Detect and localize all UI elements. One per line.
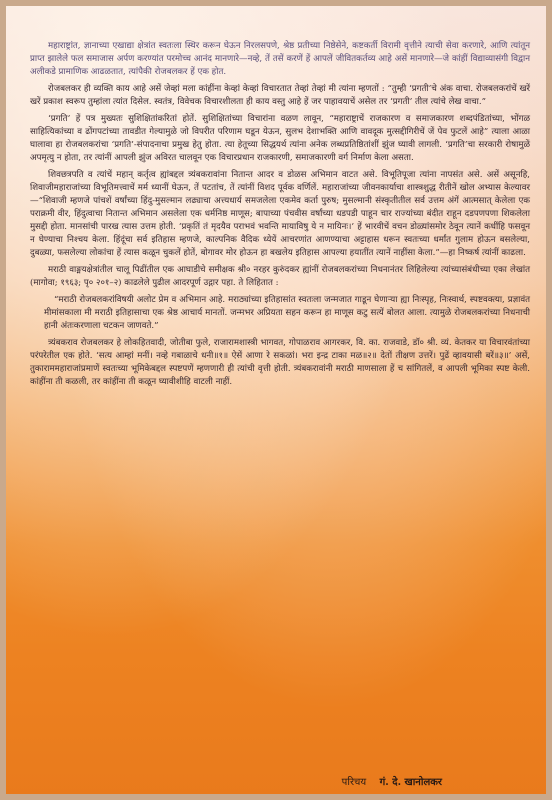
paragraph-4: शिवछत्रपति व त्यांचें महान् कर्तृत्व ह्यांबद्दल त्र्यंबकरावांना नितान्त आदर व डोळस अभिमान वाटत असे. विभूतिपूजा त्यांना नापसंत असे. असें असूनहि, शिवाजीमहाराजांच्या विभूतिमत्त्वाचें मर्म ध्यानीं घेऊन, तें पटतांच, तें त्यांनीं विशद पूर्वक वर्णिलें. महाराजांच्या जीवनकार्याचा शास्त्रशुद्ध रीतीनें खोल अभ्यास केल्यावर—“शिवाजी म्हणजे पांचशें वर्षांच्या हिंदु-मुसल्मान लढ्याचा अत्त्यधार्य समजलेला एकमेव कर्ता पुरुष; मुसल्मानी संस्कृतीतील सर्व उत्तम अंगें आत्मसात् केलेला एक पराक्रमी वीर, हिंदुत्वाचा नितान्त अभिमान असलेला एक धर्मनिष्ठ माणूस; बापाच्या पंचवीस वर्षांच्या धडपडी पाहून चार राज्यांच्या बंदीत राहून दडपणपणा शिकलेला मुसद्दी होता. मानसांची पारख त्यास उत्तम होती. ‘प्रकृतिं तं मृदयैव पराभवं भवन्ति मायाविषु ये न मायिनः।’ हें भारवीचें वचन डोळ्यांसमोर ठेवून त्यानें कधींहि फसवून न घेण्याचा निश्चय केला. हिंदूंचा सर्व इतिहास म्हणजे, काल्पनिक वैदिक ध्येयें आचरणांत आणण्याचा अट्टाहास धरून स्वतःच्या धर्मांत गुलाम होऊन बसलेल्या, दुबळ्या, फसलेल्या लोकांचा हें त्यास कळून चुकलें होतें, बोगावर मोर होऊन हा बखलेय इतिहास आपल्या हयातींत त्यानें नाहींसा केला.”—हा निष्कर्ष त्यांनीं काढला.	[30, 170, 530, 258]
blurb-text	[30, 40, 530, 393]
paragraph-7: त्र्यंबकराव रोजबलकर हे लोकहितवादी, जोतीबा फुले, राजारामशास्त्री भागवत, गोपाळराव आगरकर, वि. का. राजवाडे, डॉ० श्री. व्यं. केतकर या विचारवंतांच्या परंपरेतील एक होते. ‘सत्य आम्हां मनीं। नव्हे गबाळाचे धनी॥१॥ ऐसें आणा रे सकळां। भरा इन्द्र टाका मळ॥२॥ देतों तीक्षण उत्तरें। पुढें व्हावयासी बरें॥३॥’ असें, तुकाराममहाराजांप्रमाणें स्वतःच्या भूमिकेबद्दल स्पष्टपणें म्हणणारी ही त्यांची वृत्ती होती. त्र्यंबकरावांनी मराठी माणसाला हें च सांगितलें, व आपली भूमिका स्पष्ट केली. कांहींना ती कळली, तर कांहींना ती कळून घ्यावीशीहि वाटली नाहीं.	[30, 338, 530, 387]
paragraph-5: मराठी वाङ्मयक्षेत्रांतील चालू पिढींतील एक आघाडीचे समीक्षक श्री० नरहर कुरुंदकर ह्यांनीं रोजबलकरांच्या निधनानंतर लिहिलेल्या त्यांच्यासंबंधीच्या एका लेखांत (मागोवा; १९६३; पृ० २०१–२) काढलेले पुढील आदरपूर्ण उद्गार पहा. ते लिहितात :	[30, 265, 530, 288]
paragraph-2: रोजबलकर ही व्यक्ति काय आहे असें जेव्हां मला कांहींना केव्हां केव्हां विचारतात तेव्हां तेव्हां मी त्यांना म्हणतों : “तुम्ही ‘प्रगती’चे अंक वाचा. रोजबलकरांचें खरें खरें प्रकाश स्वरूप तुम्हांला त्यांत दिसेल. स्वतंत्र, विवेचक विचारशीलता ही काय वस्तु आहे हें जर पाहावयाचें असेल तर ‘प्रगती’ तील त्यांचे लेख वाचा.”	[30, 84, 530, 107]
credit-label: परिचय	[341, 777, 367, 788]
paragraph-3: ‘प्रगति’ हें पत्र मुख्यतः सुशिक्षितांकरितां होतें. सुशिक्षितांच्या विचारांना वळण लावून, “महाराष्ट्राचें राजकारण व समाजकारण शब्दपंडितांच्या, भोंगळ साहित्यिकांच्या व ढोंगपटांच्या तावडीत गेल्यामुळे जो विपरीत परिणाम घडून येऊन, सुलभ देशाभक्ति आणि वावदूक मुत्सद्दीगिरीचें जें पेव फुटलें आहे” त्याला आळा घालावा हा रोजबलकरांचा ‘प्रगति’-संपादनाचा प्रमुख हेतु होता. त्या हेतूच्या सिद्धयर्थ त्यांना अनेक लब्धप्रतिष्ठितांशीं झुंज घ्यावी लागली. ‘प्रगति’चा सरकारी रोषामुळें अपमृत्यु न होता, तर त्यांनीं आपली झुंज अविरत चालवून एक विचारप्रधान राजकारणी, समाजकारणी वर्ग निर्माण केला असता.	[30, 114, 530, 163]
credit-author: गं. दे. खानोलकर	[379, 777, 442, 788]
author-credit	[342, 774, 442, 788]
paragraph-1: महाराष्ट्रांत, ज्ञानाच्या एखाद्या क्षेत्रांत स्वतःला स्थिर करून घेऊन निरलसपणे, श्रेष्ठ प्रतीच्या निष्ठेसेने, कष्टकर्ती विरामी वृत्तीने त्याची सेवा करणारे, आणि त्यांतून प्राप्त झालेले फल समाजास अर्पण करण्यांत परमोच्च आनंद मानणारे—नव्हे, तें तसें करणें हें आपलें जीवितकर्तव्य आहे असें मानणारे—जे कांहीं विद्याव्यासंगी विद्वान अलीकडे प्रामाणिक आढळतात, त्यांपैकी रोजबलकर हें एक होत.	[30, 41, 530, 77]
quote-paragraph: “मराठी रोजबलकरांविषयी अलोट प्रेम व अभिमान आहे. मराठ्यांच्या इतिहासांत स्वतःला जन्मजात गाडून घेणाऱ्या ह्या निःस्पृह, निःस्वार्थ, स्पष्टवक्त्या, प्रज्ञावंत मीमांसकाला मी मराठी इतिहासाचा एक श्रेष्ठ आचार्य मानतों. जन्मभर अप्रियता सहन करून हा माणूस कटु सत्यें बोलत आला. त्यामुळे रोजबलकरांच्या निधनाची हानी अंतःकरणाला चटकन जाणवते.”	[44, 295, 530, 331]
